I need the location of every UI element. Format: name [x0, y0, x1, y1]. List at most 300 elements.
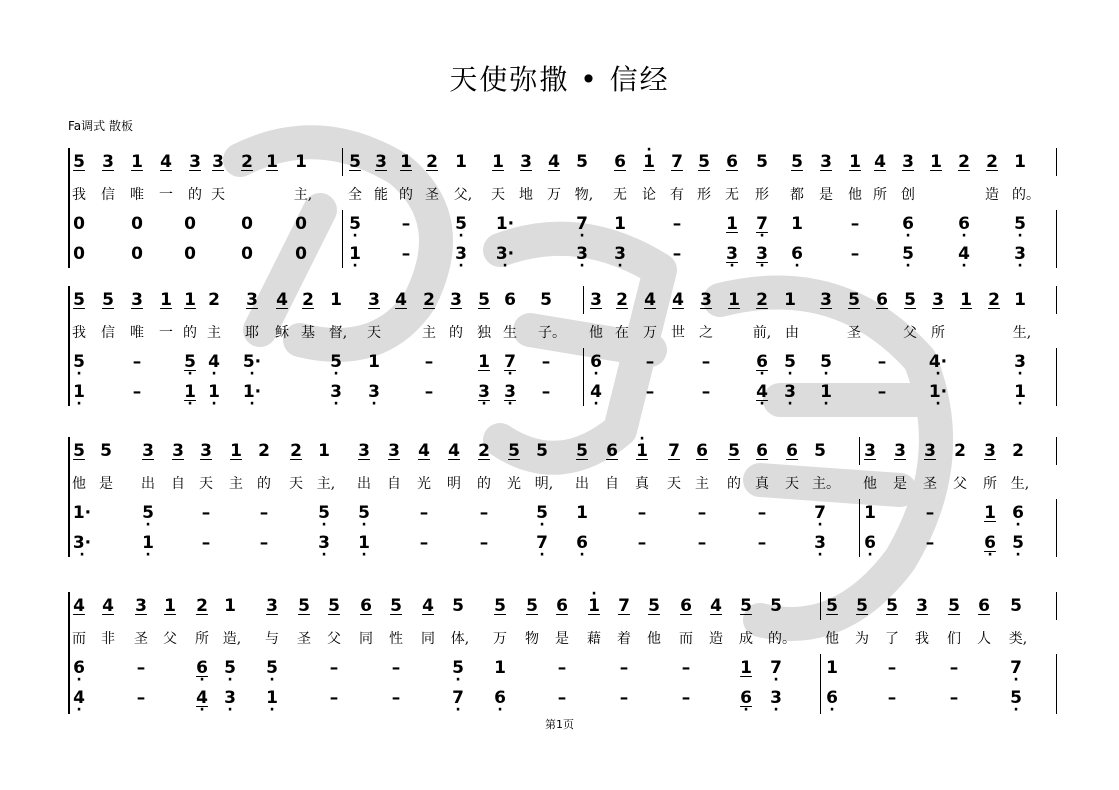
note: –: [391, 658, 401, 678]
note: 0: [295, 214, 307, 234]
note: –: [329, 688, 339, 708]
note: 1 ·: [180, 382, 200, 402]
lyric: 由: [785, 325, 799, 341]
note: 2: [986, 152, 998, 172]
note: 2: [258, 441, 270, 461]
note: –: [850, 214, 860, 234]
note: 3: [142, 441, 154, 461]
note: –: [757, 503, 767, 523]
note: –: [850, 244, 860, 264]
note: 0: [184, 214, 196, 234]
lyric: 他: [589, 325, 603, 341]
note: –: [619, 658, 629, 678]
note: 3 ·: [500, 382, 520, 402]
note: 1: [726, 214, 738, 234]
note: 5: [698, 152, 710, 172]
lyric: 生: [503, 325, 517, 341]
note: 3 ·: [314, 533, 334, 553]
lyric: 自: [171, 476, 185, 492]
note: –: [419, 533, 429, 553]
note: 5 ·: [780, 352, 800, 372]
lyric: 自: [387, 476, 401, 492]
note: –: [645, 352, 655, 372]
note: 1: [295, 152, 307, 172]
note: 3: [700, 290, 712, 310]
note: 2: [988, 290, 1000, 310]
lyric: 主。: [812, 476, 840, 492]
barline: [820, 654, 821, 714]
note: 1 ·: [816, 382, 836, 402]
note: 4 ·: [192, 688, 212, 708]
note: 3· ·: [495, 244, 515, 264]
note: 5: [478, 290, 490, 310]
note: 5: [728, 441, 740, 461]
lyric: 们: [947, 631, 961, 647]
note: –: [877, 382, 887, 402]
barline: [1056, 348, 1057, 406]
lyric: 无: [613, 187, 627, 203]
lyric: 他: [825, 631, 839, 647]
lyric: 生,: [1010, 476, 1030, 492]
note: 2: [958, 152, 970, 172]
lyric: 我: [72, 325, 86, 341]
note: 6: [696, 441, 708, 461]
note: 3: [916, 596, 928, 616]
note: 6: [360, 596, 372, 616]
note: 5: [494, 596, 506, 616]
note: 3: [172, 441, 184, 461]
note: 1: [164, 596, 176, 616]
note: 6 ·: [787, 244, 807, 264]
lyric: 前,: [752, 325, 772, 341]
note: 7 ·: [448, 688, 468, 708]
note: 5· ·: [242, 352, 262, 372]
note: 3: [246, 290, 258, 310]
note: 3 ·: [1010, 244, 1030, 264]
note: 7: [618, 596, 630, 616]
note: –: [877, 352, 887, 372]
note: 3 ·: [572, 244, 592, 264]
note: 2: [196, 596, 208, 616]
note: –: [424, 382, 434, 402]
note: 5: [452, 596, 464, 616]
note: 5 ·: [1006, 688, 1026, 708]
note: 2: [423, 290, 435, 310]
lyric: 稣: [275, 325, 289, 341]
note: 6 ·: [572, 533, 592, 553]
barline: [1056, 499, 1057, 557]
note: 6 ·: [192, 658, 212, 678]
note: 1: [131, 152, 143, 172]
note: · 1: [584, 596, 604, 616]
note: 2: [208, 290, 220, 310]
note: 1· ·: [928, 382, 948, 402]
note: 1 ·: [354, 533, 374, 553]
lyric: 藉: [587, 631, 601, 647]
lyric: 信: [101, 325, 115, 341]
note: 3 ·: [780, 382, 800, 402]
note: 5: [576, 441, 588, 461]
note: –: [329, 658, 339, 678]
note: 6: [786, 441, 798, 461]
lyric: 的: [477, 476, 491, 492]
note: 5: [102, 290, 114, 310]
note: 5: [856, 596, 868, 616]
lyric: 是: [893, 476, 907, 492]
lyric: 所: [195, 631, 209, 647]
note: 7 ·: [766, 658, 786, 678]
lyric: 光: [507, 476, 521, 492]
note: 5: [1010, 596, 1022, 616]
note: 5: [100, 441, 112, 461]
lyric: 他: [72, 476, 86, 492]
note: 4 ·: [586, 382, 606, 402]
note: 7: [671, 152, 683, 172]
note: –: [637, 533, 647, 553]
note: 1: [784, 290, 796, 310]
note: 5: [536, 441, 548, 461]
lyric: 督,: [328, 325, 348, 341]
note: 3 ·: [474, 382, 494, 402]
note: 6: [756, 441, 768, 461]
system-bracket: [68, 437, 70, 557]
lyric: 无: [725, 187, 739, 203]
note: 1·: [72, 503, 92, 523]
note: 4: [710, 596, 722, 616]
note: 3: [135, 596, 147, 616]
lyric: 的: [399, 187, 413, 203]
note: 1 ·: [204, 382, 224, 402]
note: 3 ·: [610, 244, 630, 264]
note: –: [132, 352, 142, 372]
note: 3 ·: [451, 244, 471, 264]
note: 4: [73, 596, 85, 616]
melody-row-2: [0, 290, 1119, 326]
note: 5: [328, 596, 340, 616]
lyric: 能: [374, 187, 388, 203]
key-tempo-marking: Fa调式 散板: [68, 119, 133, 133]
note: 4 ·: [69, 688, 89, 708]
note: 5: [576, 152, 588, 172]
note: –: [401, 244, 411, 264]
lyric: 唯: [130, 325, 144, 341]
lyric: 的: [188, 187, 202, 203]
note: 1: [864, 503, 876, 523]
note: –: [259, 533, 269, 553]
barline: [1056, 148, 1057, 176]
barline: [583, 286, 584, 314]
note: 5: [73, 290, 85, 310]
note: 1: [791, 214, 803, 234]
note: 6: [978, 596, 990, 616]
note: –: [645, 382, 655, 402]
note: 3: [864, 441, 876, 461]
lyric: 创: [901, 187, 915, 203]
note: 5 ·: [448, 658, 468, 678]
lyric: 论: [642, 187, 656, 203]
note: 1 ·: [1010, 382, 1030, 402]
note: 6 ·: [69, 658, 89, 678]
lyric: 造: [985, 187, 999, 203]
note: 5 ·: [1010, 214, 1030, 234]
lyric: 类,: [1008, 631, 1028, 647]
note: 1 ·: [138, 533, 158, 553]
lyric: 圣: [425, 187, 439, 203]
note: 4: [874, 152, 886, 172]
note: 5: [73, 441, 85, 461]
note: 3 ·: [810, 533, 830, 553]
note: 3: [520, 152, 532, 172]
note: 1: [494, 658, 506, 678]
lyric: 天: [211, 187, 225, 203]
note: 3· ·: [72, 533, 92, 553]
note: 3 ·: [752, 244, 772, 264]
note: 1: [728, 290, 740, 310]
note: –: [557, 688, 567, 708]
note: 2: [241, 152, 253, 172]
note: –: [201, 533, 211, 553]
note: 6 ·: [752, 352, 772, 372]
lyric: 万: [493, 631, 507, 647]
lyric: 同: [359, 631, 373, 647]
note: –: [557, 658, 567, 678]
note: 1 ·: [69, 382, 89, 402]
lyric: 物,: [574, 187, 594, 203]
lyric: 圣: [134, 631, 148, 647]
note: 3: [590, 290, 602, 310]
lyric: 主,: [293, 187, 313, 203]
note: 1: [826, 658, 838, 678]
bass-row-3: [0, 533, 1119, 569]
note: 5: [740, 596, 752, 616]
note: 1: [614, 214, 626, 234]
note: 1: [160, 290, 172, 310]
note: 6 ·: [586, 352, 606, 372]
lyric: 世: [671, 325, 685, 341]
lyric: 的: [257, 476, 271, 492]
lyric: 父: [903, 325, 917, 341]
note: 0: [295, 244, 307, 264]
note: 1: [960, 290, 972, 310]
lyric: 基: [301, 325, 315, 341]
lyric: 全: [348, 187, 362, 203]
lyric: 天: [785, 476, 799, 492]
note: 6: [606, 441, 618, 461]
lyric: 独: [477, 325, 491, 341]
note: 5: [904, 290, 916, 310]
lyric: 非: [101, 631, 115, 647]
note: 5 ·: [345, 214, 365, 234]
note: 1: [266, 152, 278, 172]
note: 3 ·: [1010, 352, 1030, 372]
note: 5 ·: [326, 352, 346, 372]
lyric: 万: [643, 325, 657, 341]
melody-row-4: [0, 596, 1119, 632]
note: 3 ·: [364, 382, 384, 402]
note: 3: [924, 441, 936, 461]
note: 4: [672, 290, 684, 310]
note: 5 ·: [69, 352, 89, 372]
lyric: 形: [697, 187, 711, 203]
note: 5 ·: [532, 503, 552, 523]
barline: [820, 592, 821, 620]
note: 1·: [495, 214, 515, 234]
note: 0: [241, 244, 253, 264]
note: 0: [241, 214, 253, 234]
barline: [1056, 210, 1057, 268]
note: 5: [826, 596, 838, 616]
note: –: [887, 658, 897, 678]
lyric: 主: [695, 476, 709, 492]
lyric: 自: [605, 476, 619, 492]
lyric: 出: [357, 476, 371, 492]
note: 4 ·: [954, 244, 974, 264]
note: 5 ·: [262, 658, 282, 678]
lyric: 物: [525, 631, 539, 647]
note: –: [949, 688, 959, 708]
note: 7 ·: [532, 533, 552, 553]
system-bracket: [68, 148, 70, 268]
note: 2: [616, 290, 628, 310]
note: –: [672, 214, 682, 234]
note: 4: [395, 290, 407, 310]
lyric: 都: [790, 187, 804, 203]
note: 2: [756, 290, 768, 310]
note: 6 ·: [490, 688, 510, 708]
lyric: 成: [739, 631, 753, 647]
note: 1: [455, 152, 467, 172]
page-title: 天使弥撒 • 信经: [449, 63, 670, 96]
lyric: 一: [159, 325, 173, 341]
note: 7 ·: [572, 214, 592, 234]
note: 5 ·: [354, 503, 374, 523]
note: 5 ·: [180, 352, 200, 372]
note: 3: [368, 290, 380, 310]
system-bracket: [68, 286, 70, 406]
lyric: 与: [265, 631, 279, 647]
note: 2: [954, 441, 966, 461]
note: –: [391, 688, 401, 708]
lyric: 我: [915, 631, 929, 647]
note: 5: [349, 152, 361, 172]
lyric: 在: [615, 325, 629, 341]
lyric: 真: [635, 476, 649, 492]
barline: [583, 348, 584, 406]
note: 5: [814, 441, 826, 461]
note: 4: [422, 596, 434, 616]
lyric: 明,: [534, 476, 554, 492]
lyric: 同: [421, 631, 435, 647]
lyric: 的: [183, 325, 197, 341]
lyric: 明: [447, 476, 461, 492]
barline: [859, 499, 860, 557]
note: 1: [849, 152, 861, 172]
note: 5: [526, 596, 538, 616]
barline: [342, 148, 343, 176]
lyric: 体,: [450, 631, 470, 647]
note: 3 ·: [220, 688, 240, 708]
lyric: 天: [289, 476, 303, 492]
melody-row-1: [0, 152, 1119, 188]
note: 4: [418, 441, 430, 461]
lyric: 有: [670, 187, 684, 203]
note: 5: [648, 596, 660, 616]
note: –: [479, 533, 489, 553]
lyric: 天: [199, 476, 213, 492]
note: –: [697, 533, 707, 553]
note: –: [479, 503, 489, 523]
lyric: 主: [207, 325, 221, 341]
note: 4 ·: [204, 352, 224, 372]
note: –: [541, 382, 551, 402]
note: 4: [102, 596, 114, 616]
note: –: [925, 533, 935, 553]
note: 1: [230, 441, 242, 461]
note: –: [757, 533, 767, 553]
note: 5: [390, 596, 402, 616]
note: 1: [318, 441, 330, 461]
barline: [1056, 286, 1057, 314]
note: –: [925, 503, 935, 523]
note: 4: [548, 152, 560, 172]
lyric: 父: [327, 631, 341, 647]
barline: [1056, 654, 1057, 714]
lyric: 耶: [245, 325, 259, 341]
note: 6: [680, 596, 692, 616]
note: 5: [770, 596, 782, 616]
lyric: 父: [163, 631, 177, 647]
note: 1 ·: [262, 688, 282, 708]
note: 5: [791, 152, 803, 172]
lyric: 他: [647, 631, 661, 647]
note: 3: [358, 441, 370, 461]
note: 1: [368, 352, 380, 372]
lyric: 而: [72, 631, 86, 647]
lyric: 光: [417, 476, 431, 492]
note: 6: [504, 290, 516, 310]
barline: [1056, 592, 1057, 620]
note: –: [949, 658, 959, 678]
note: 3: [131, 290, 143, 310]
note: 7 ·: [500, 352, 520, 372]
lyric: 子。: [538, 325, 566, 341]
barline: [342, 210, 343, 268]
note: 5 ·: [451, 214, 471, 234]
note: 3: [894, 441, 906, 461]
note: 5 ·: [816, 352, 836, 372]
lyric: 的。: [768, 631, 796, 647]
lyric: 的。: [1012, 187, 1040, 203]
lyric: 为: [855, 631, 869, 647]
note: 3: [984, 441, 996, 461]
note: 0: [131, 244, 143, 264]
lyric: 主: [229, 476, 243, 492]
lyric: 所: [873, 187, 887, 203]
lyric: 父: [953, 476, 967, 492]
note: 3: [212, 152, 224, 172]
note: 7: [668, 441, 680, 461]
note: 3 ·: [326, 382, 346, 402]
note: 5: [508, 441, 520, 461]
lyric: 是: [555, 631, 569, 647]
note: 6 ·: [1008, 503, 1028, 523]
note: –: [681, 658, 691, 678]
lyric: 地: [519, 187, 533, 203]
lyric: 着: [617, 631, 631, 647]
note: –: [541, 352, 551, 372]
note: · 1: [639, 152, 659, 172]
note: 7 ·: [810, 503, 830, 523]
